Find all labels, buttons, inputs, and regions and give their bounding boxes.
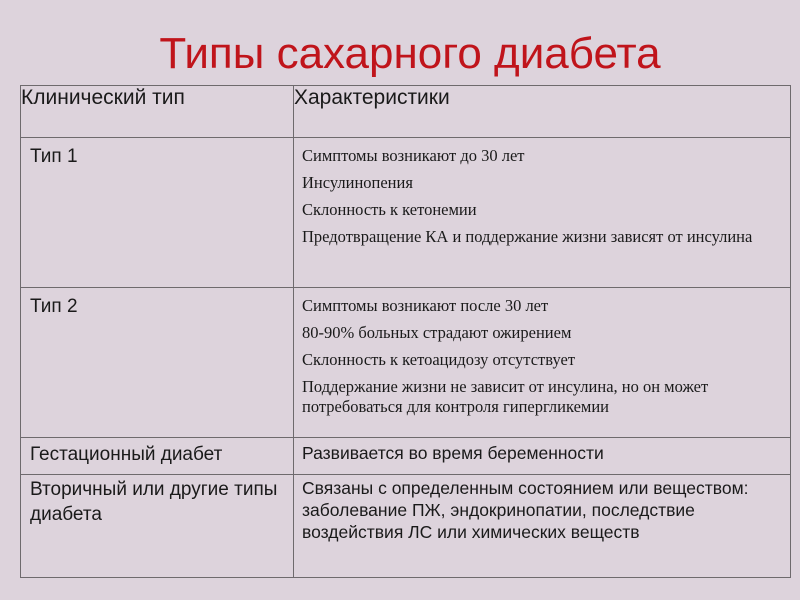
slide-title: Типы сахарного диабета — [159, 29, 661, 78]
list-item: Симптомы возникают до 30 лет — [302, 146, 525, 165]
characteristics-cell — [294, 288, 791, 438]
characteristics-list — [294, 138, 790, 253]
table-row — [21, 138, 791, 288]
list-item: Склонность к кетонемии — [302, 200, 477, 219]
table-row — [21, 288, 791, 438]
type-cell: Вторичный или другие типы диабета — [21, 475, 294, 578]
list-item: Поддержание жизни не зависит от инсулина, но он может потребоваться для контроля гипергликемии — [302, 377, 709, 416]
header-characteristics: Характеристики — [294, 86, 791, 138]
type-cell: Тип 2 — [21, 288, 294, 438]
table-row — [21, 438, 791, 475]
list-item: 80-90% больных страдают ожирением — [302, 323, 572, 342]
characteristics-text: Связаны с определенным состоянием или веществом: заболевание ПЖ, эндокринопатии, последствие воздействия ЛС или химических веществ — [302, 478, 749, 542]
characteristics-cell — [294, 138, 791, 288]
type-cell: Гестационный диабет — [21, 438, 294, 475]
type-cell: Тип 1 — [21, 138, 294, 288]
characteristics-cell — [294, 475, 791, 578]
list-item: Инсулинопения — [302, 173, 413, 192]
table-header-row — [21, 86, 791, 138]
characteristics-cell — [294, 438, 791, 475]
list-item: Склонность к кетоацидозу отсутствует — [302, 350, 576, 369]
list-item: Симптомы возникают после 30 лет — [302, 296, 549, 315]
characteristics-list — [294, 288, 790, 423]
characteristics-text: Развивается во время беременности — [302, 443, 604, 463]
table-row — [21, 475, 791, 578]
diabetes-types-table — [20, 85, 791, 578]
list-item: Предотвращение КА и поддержание жизни зависят от инсулина — [302, 227, 753, 246]
header-clinical-type: Клинический тип — [21, 86, 294, 138]
